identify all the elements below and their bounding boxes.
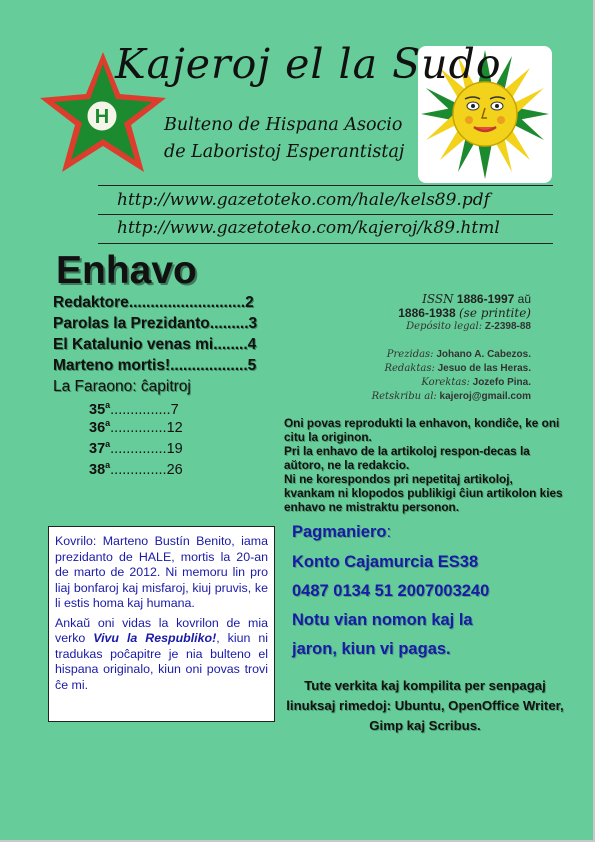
kovrilo-box xyxy=(48,526,275,722)
toc-item[interactable]: Redaktore...........................2 xyxy=(53,294,254,311)
issn2-line: 1886-1938 (se printite) xyxy=(398,306,531,320)
toc-item[interactable]: Marteno mortis!..................5 xyxy=(53,357,257,374)
kovrilo-p2: Ankaŭ oni vidas la kovrilon de mia verko Vivu la Respubliko!, kiun ni tradukas poĉapitre je nia bulteno el hispana originalo, kiun oni povas trovi ĉe mi. xyxy=(55,615,269,692)
deposito-line: Depósito legal: Z-2398-88 xyxy=(406,321,531,332)
newsletter-title: Kajeroj el la Sudo xyxy=(115,40,502,88)
toc-item[interactable]: Parolas la Prezidanto.........3 xyxy=(53,315,258,332)
prezidas-line: Prezidas: Johano A. Cabezos. xyxy=(386,349,531,360)
payment-account: 0487 0134 51 2007003240 xyxy=(292,582,490,600)
credits-text: Tute verkita kaj kompilita per senpagaj linuksaj rimedoj: Ubuntu, OpenOffice Writer, Gimp kaj Scribus. xyxy=(286,678,564,733)
subtitle-line2: de Laboristoj Esperantistaj xyxy=(164,142,405,162)
reproduction-notice xyxy=(284,416,564,514)
pdf-url-link[interactable]: http://www.gazetoteko.com/hale/kels89.pdf xyxy=(117,190,490,210)
divider xyxy=(98,243,553,244)
toc-chapter[interactable]: 37$^a$..............19 xyxy=(89,439,183,457)
toc-faraono-label: La Faraono: ĉapitroj xyxy=(53,378,191,395)
email-link[interactable]: kajeroj@gmail.com xyxy=(439,391,531,402)
kovrilo-p1: Kovrilo: Marteno Bustín Benito, iama prezidanto de HALE, mortis la 20-an de marto de 2012. Ni memoru lin pro liaj bonfaroj kaj misfaroj, kiuj pruvis, ke li estis homa kaj humana. xyxy=(55,534,268,610)
toc-item[interactable]: El Katalunio venas mi........4 xyxy=(53,336,257,353)
subtitle-line1: Bulteno de Hispana Asocio xyxy=(164,115,403,135)
sun-face xyxy=(453,82,517,146)
toc-chapter[interactable]: 36$^a$..............12 xyxy=(89,418,183,436)
retskribu-line: Retskribu al: kajeroj@gmail.com xyxy=(371,391,531,402)
notice-p2: Pri la enhavo de la artikoloj respon-decas la aŭtoro, ne la redakcio. xyxy=(284,444,530,472)
divider xyxy=(98,185,553,186)
notice-p1: Oni povas reprodukti la enhavon, kondiĉe, ke oni citu la originon. xyxy=(284,416,560,444)
notice-p3: Ni ne korespondos pri nepetitaj artikoloj, kvankam ni klopodos publikigi ĉiun artikolon kies enhavo ne mistraktu personon. xyxy=(284,472,563,514)
html-url-link[interactable]: http://www.gazetoteko.com/kajeroj/k89.html xyxy=(117,218,500,238)
payment-heading: Pagmaniero: xyxy=(292,523,392,541)
payment-line1: Konto Cajamurcia ES38 xyxy=(292,553,479,571)
sun-mouth xyxy=(474,127,496,131)
payment-line3: Notu vian nomon kaj la xyxy=(292,611,473,629)
logo-letter: H xyxy=(94,106,110,128)
issn-line: ISSN 1886-1997 aŭ xyxy=(422,292,531,306)
korektas-line: Korektas: Jozefo Pina. xyxy=(421,377,531,388)
redaktas-line: Redaktas: Jesuo de las Heras. xyxy=(384,363,531,374)
toc-heading: Enhavo xyxy=(56,249,197,292)
toc-chapter[interactable]: 35$^a$...............7 xyxy=(89,400,179,418)
book-title: Vivu la Respubliko! xyxy=(93,631,217,645)
toc-chapter[interactable]: 38$^a$..............26 xyxy=(89,460,183,478)
payment-line4: jaron, kiun vi pagas. xyxy=(292,640,451,658)
divider xyxy=(98,214,553,215)
